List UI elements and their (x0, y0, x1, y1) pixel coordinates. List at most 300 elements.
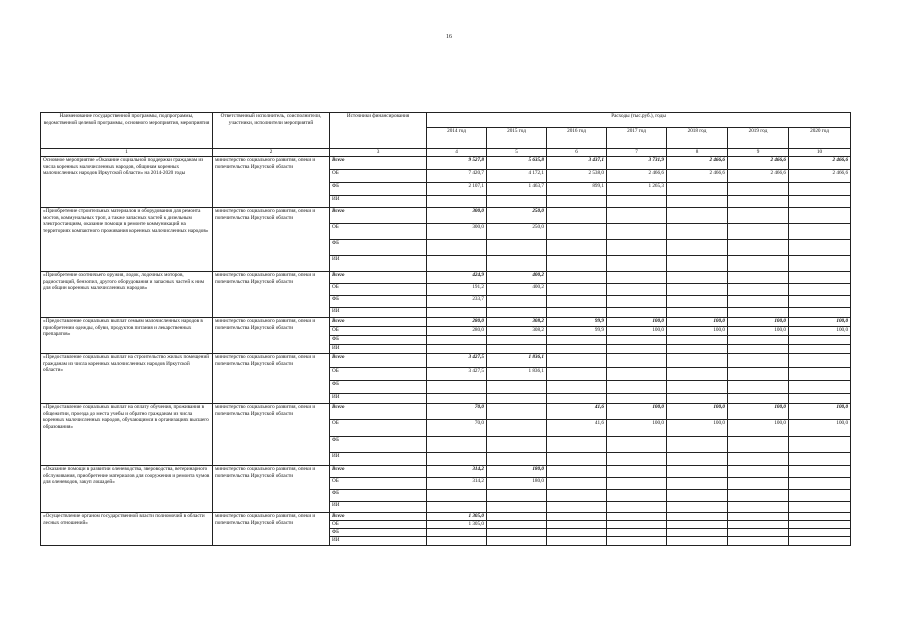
expense-value (728, 345, 789, 354)
expense-value (487, 537, 547, 546)
expense-value: 100,0 (789, 404, 851, 420)
expense-value (547, 296, 607, 308)
expense-value: 70,0 (427, 404, 487, 420)
expense-value (789, 224, 851, 240)
funding-source: ОБ (330, 170, 427, 183)
column-numbers-row (41, 149, 851, 157)
expense-value (789, 336, 851, 345)
funding-source: ИИ (330, 345, 427, 354)
column-number: 1 (41, 149, 213, 157)
expense-value (547, 208, 607, 224)
funding-source: ОБ (330, 284, 427, 296)
expense-value (789, 537, 851, 546)
page-number: 16 (446, 34, 452, 40)
expense-value (789, 368, 851, 381)
expense-value (607, 284, 667, 296)
expense-value (789, 529, 851, 537)
funding-source: Всего (330, 354, 427, 368)
expense-value (427, 502, 487, 513)
expense-value (667, 256, 728, 272)
expense-value: 424,9 (427, 272, 487, 284)
expense-value: 100,0 (789, 318, 851, 327)
table-row (41, 404, 851, 420)
funding-source: Всего (330, 318, 427, 327)
measure-name: Основное мероприятие «Оказание социальной поддержки гражданам из числа коренных малочисленных народов, общинам коренных малочисленных народов Иркутской области» на 2014-2020 годы (41, 157, 213, 208)
funding-source: ИИ (330, 308, 427, 318)
expense-value (547, 272, 607, 284)
header-year: 2015 год (487, 128, 547, 149)
expense-value (728, 368, 789, 381)
responsible-executor: министерство социального развития, опеки и попечительства Иркутской области (213, 354, 330, 404)
expense-value: 250,0 (487, 208, 547, 224)
expense-value (789, 437, 851, 453)
expense-value (487, 490, 547, 502)
column-number: 9 (728, 149, 789, 157)
expense-value (607, 490, 667, 502)
expense-value: 9 527,8 (427, 157, 487, 170)
responsible-executor: министерство социального развития, опеки и попечительства Иркутской области (213, 404, 330, 466)
expense-value: 100,0 (667, 404, 728, 420)
expense-value (607, 394, 667, 404)
expense-value (607, 196, 667, 208)
expense-value (607, 368, 667, 381)
table-row (41, 466, 851, 478)
expense-value: 100,0 (728, 327, 789, 336)
expense-value (728, 502, 789, 513)
expense-value: 100,0 (667, 327, 728, 336)
funding-source: ИИ (330, 537, 427, 546)
expense-value (667, 478, 728, 490)
expense-value (607, 208, 667, 224)
responsible-executor: министерство социального развития, опеки и попечительства Иркутской области (213, 513, 330, 546)
expense-value: 7 420,7 (427, 170, 487, 183)
expense-value (427, 453, 487, 466)
expense-value (789, 513, 851, 521)
expense-value (607, 478, 667, 490)
expense-value: 100,0 (607, 318, 667, 327)
expense-value (728, 521, 789, 529)
expense-value (547, 437, 607, 453)
expense-value: 3 427,5 (427, 368, 487, 381)
expense-value (728, 513, 789, 521)
expense-value (667, 466, 728, 478)
expense-value: 2 538,0 (547, 170, 607, 183)
expense-value (789, 453, 851, 466)
expense-value (547, 537, 607, 546)
expense-value (427, 381, 487, 394)
expense-value (487, 521, 547, 529)
expense-value: 4 172,1 (487, 170, 547, 183)
expense-value (547, 453, 607, 466)
expense-value (487, 308, 547, 318)
expense-value (789, 521, 851, 529)
expense-value (667, 537, 728, 546)
expense-value (667, 453, 728, 466)
header-name: Наименование государственной программы, подпрограммы, ведомственной целевой программы, основного мероприятия, мероприятия (41, 113, 213, 149)
expense-value (547, 381, 607, 394)
expense-value: 100,0 (728, 318, 789, 327)
expense-value (667, 490, 728, 502)
expense-value (547, 308, 607, 318)
measure-name: «Приобретение охотничьего оружия, лодок, лодочных моторов, радиостанций, бензопил, другого оборудования и запасных частей к ним для общин коренных малочисленных народов» (41, 272, 213, 318)
expense-value: 1 305,0 (427, 513, 487, 521)
expense-value: 100,0 (607, 327, 667, 336)
expense-value (427, 308, 487, 318)
expense-value (427, 196, 487, 208)
column-number: 4 (427, 149, 487, 157)
expense-value (607, 240, 667, 256)
expense-value (547, 521, 607, 529)
funding-source: ФБ (330, 183, 427, 196)
expense-value (728, 284, 789, 296)
measure-name: «Оказание помощи в развитии оленеводства, звероводства, ветеринарного обслуживания, приобретение материалов для сооружения и ремонта чумов для оленеводов, закуп лошадей» (41, 466, 213, 513)
expense-value: 300,0 (427, 208, 487, 224)
funding-source: Всего (330, 513, 427, 521)
expense-value (728, 437, 789, 453)
header-year: 2016 год (547, 128, 607, 149)
expense-value: 308,2 (487, 327, 547, 336)
expense-value (728, 196, 789, 208)
expense-value (728, 240, 789, 256)
column-number: 10 (789, 149, 851, 157)
expense-value: 250,0 (487, 224, 547, 240)
expense-value (667, 336, 728, 345)
expense-value (667, 521, 728, 529)
expense-value (728, 224, 789, 240)
expense-value: 70,0 (427, 420, 487, 437)
expense-value: 100,0 (789, 327, 851, 336)
expense-value (547, 466, 607, 478)
expense-value (607, 466, 667, 478)
expense-value (667, 296, 728, 308)
expense-value (547, 224, 607, 240)
expense-value (487, 196, 547, 208)
expense-value (547, 478, 607, 490)
expense-value (667, 513, 728, 521)
expense-value (607, 529, 667, 537)
expense-value (547, 529, 607, 537)
expense-value (789, 345, 851, 354)
funding-source: ОБ (330, 368, 427, 381)
expense-value (789, 196, 851, 208)
funding-source: ФБ (330, 336, 427, 345)
expense-value (487, 437, 547, 453)
expense-value (728, 466, 789, 478)
expense-value (667, 183, 728, 196)
column-number: 7 (607, 149, 667, 157)
expense-value: 100,0 (607, 420, 667, 437)
expense-value (547, 345, 607, 354)
expense-value: 1 265,3 (607, 183, 667, 196)
expense-value (607, 453, 667, 466)
responsible-executor: министерство социального развития, опеки и попечительства Иркутской области (213, 208, 330, 272)
expense-value (487, 256, 547, 272)
expense-value (427, 336, 487, 345)
expense-value (607, 354, 667, 368)
expense-value: 100,0 (728, 420, 789, 437)
measure-name: «Предоставление социальных выплат семьям малочисленных народов в приобретении одежды, обуви, продуктов питания и лекарственных препаратов» (41, 318, 213, 354)
measure-name: «Осуществление органом государственной власти полномочий в области лесных отношений» (41, 513, 213, 546)
funding-source: ИИ (330, 256, 427, 272)
expense-value (728, 490, 789, 502)
expense-value (789, 240, 851, 256)
expense-value (487, 336, 547, 345)
column-number: 8 (667, 149, 728, 157)
expense-value: 314,2 (427, 478, 487, 490)
measure-name: «Предоставление социальных выплат на строительство жилых помещений гражданам из числа коренных малочисленных народов Иркутской области» (41, 354, 213, 404)
expense-value: 5 635,8 (487, 157, 547, 170)
expense-value: 308,2 (487, 318, 547, 327)
budget-table (40, 112, 851, 546)
expense-value: 99,9 (547, 318, 607, 327)
expense-value: 180,0 (487, 466, 547, 478)
funding-source: ИИ (330, 453, 427, 466)
table-row (41, 513, 851, 521)
expense-value: 300,0 (427, 224, 487, 240)
expense-value (728, 354, 789, 368)
expense-value: 180,0 (487, 478, 547, 490)
column-number: 2 (213, 149, 330, 157)
table-row (41, 318, 851, 327)
funding-source: Всего (330, 404, 427, 420)
expense-value (789, 284, 851, 296)
expense-value (427, 529, 487, 537)
expense-value (607, 272, 667, 284)
funding-source: ИИ (330, 502, 427, 513)
expense-value (547, 336, 607, 345)
expense-value: 2 107,1 (427, 183, 487, 196)
funding-source: ОБ (330, 224, 427, 240)
expense-value (547, 240, 607, 256)
expense-value (607, 296, 667, 308)
funding-source: ОБ (330, 478, 427, 490)
responsible-executor: министерство социального развития, опеки и попечительства Иркутской области (213, 272, 330, 318)
expense-value: 2 466,6 (667, 157, 728, 170)
expense-value (728, 272, 789, 284)
header-year: 2014 год (427, 128, 487, 149)
expense-value: 3 731,9 (607, 157, 667, 170)
funding-source: Всего (330, 157, 427, 170)
expense-value (728, 381, 789, 394)
expense-value (427, 437, 487, 453)
expense-value (728, 308, 789, 318)
funding-source: Всего (330, 466, 427, 478)
expense-value (607, 513, 667, 521)
expense-value: 41,6 (547, 404, 607, 420)
expense-value (487, 420, 547, 437)
expense-value: 41,6 (547, 420, 607, 437)
responsible-executor: министерство социального развития, опеки и попечительства Иркутской области (213, 157, 330, 208)
expense-value (487, 296, 547, 308)
expense-value (789, 354, 851, 368)
expense-value (547, 256, 607, 272)
funding-source: ФБ (330, 437, 427, 453)
expense-value (607, 437, 667, 453)
expense-value: 2 466,6 (728, 157, 789, 170)
expense-value: 314,2 (427, 466, 487, 478)
expense-value (728, 537, 789, 546)
expense-value (728, 336, 789, 345)
expense-value (607, 502, 667, 513)
expense-value: 2 466,6 (728, 170, 789, 183)
expense-value (667, 394, 728, 404)
expense-value: 280,0 (427, 318, 487, 327)
expense-value (607, 224, 667, 240)
expense-value (667, 381, 728, 394)
expense-value: 233,7 (427, 296, 487, 308)
expense-value (487, 394, 547, 404)
expense-value: 280,0 (427, 327, 487, 336)
expense-value: 1 305,0 (427, 521, 487, 529)
header-responsible: Ответственный исполнитель, соисполнители, участники, исполнители мероприятий (213, 113, 330, 149)
header-year: 2017 год (607, 128, 667, 149)
expense-value: 100,0 (667, 318, 728, 327)
expense-value (607, 521, 667, 529)
funding-source: ОБ (330, 327, 427, 336)
expense-value (607, 336, 667, 345)
column-number: 6 (547, 149, 607, 157)
expense-value (789, 308, 851, 318)
header-sources: Источники финансирования (330, 113, 427, 149)
expense-value (607, 308, 667, 318)
funding-source: ОБ (330, 521, 427, 529)
expense-value (547, 284, 607, 296)
expense-value (728, 453, 789, 466)
table-row (41, 272, 851, 284)
header-year: 2018 год (667, 128, 728, 149)
measure-name: «Предоставление социальных выплат на оплату обучения, проживания в общежитии, проезда до места учебы и обратно гражданам из числа коренных малочисленных народов, обучающимся в организациях высшего образования» (41, 404, 213, 466)
table-row (41, 157, 851, 170)
expense-value: 1 463,7 (487, 183, 547, 196)
expense-value (487, 513, 547, 521)
expense-value (728, 296, 789, 308)
expense-value (789, 296, 851, 308)
expense-value (667, 502, 728, 513)
expense-value: 400,2 (487, 284, 547, 296)
expense-value (607, 537, 667, 546)
table-body (41, 157, 851, 546)
expense-value (728, 478, 789, 490)
funding-source: Всего (330, 272, 427, 284)
expense-value (427, 240, 487, 256)
expense-value (547, 354, 607, 368)
expense-value (789, 394, 851, 404)
expense-value (728, 183, 789, 196)
expense-value: 100,0 (728, 404, 789, 420)
expense-value: 3 437,1 (547, 157, 607, 170)
expense-value (728, 529, 789, 537)
funding-source: ИИ (330, 394, 427, 404)
measure-name: «Приобретение строительных материалов и оборудования для ремонта мостов, коммунальных троп, а также запасных частей к дизельным электростанциям, оказание помощи в ремонте коммуникаций на территориях компактного проживания коренных малочисленных народов» (41, 208, 213, 272)
expense-value (667, 208, 728, 224)
funding-source: ФБ (330, 240, 427, 256)
expense-value (789, 502, 851, 513)
expense-value (667, 354, 728, 368)
expense-value (547, 368, 607, 381)
expense-value (427, 394, 487, 404)
expense-value (789, 272, 851, 284)
funding-source: ФБ (330, 296, 427, 308)
expense-value (789, 256, 851, 272)
expense-value: 400,2 (487, 272, 547, 284)
expense-value (667, 529, 728, 537)
header-expenses: Расходы (тыс.руб.), годы (427, 113, 851, 128)
funding-source: Всего (330, 208, 427, 224)
expense-value (547, 513, 607, 521)
expense-value (667, 224, 728, 240)
header-year: 2019 год (728, 128, 789, 149)
responsible-executor: министерство социального развития, опеки и попечительства Иркутской области (213, 318, 330, 354)
expense-value (789, 183, 851, 196)
expense-value (728, 256, 789, 272)
expense-value: 2 466,6 (607, 170, 667, 183)
column-number: 5 (487, 149, 547, 157)
expense-value (547, 394, 607, 404)
column-number: 3 (330, 149, 427, 157)
funding-source: ФБ (330, 381, 427, 394)
funding-source: ФБ (330, 529, 427, 537)
responsible-executor: министерство социального развития, опеки и попечительства Иркутской области (213, 466, 330, 513)
expense-value (487, 453, 547, 466)
expense-value (487, 404, 547, 420)
expense-value (487, 381, 547, 394)
expense-value (607, 381, 667, 394)
expense-value (789, 381, 851, 394)
expense-value (789, 490, 851, 502)
expense-value (728, 208, 789, 224)
expense-value (487, 345, 547, 354)
expense-value: 2 466,6 (789, 157, 851, 170)
expense-value (547, 502, 607, 513)
expense-value (667, 308, 728, 318)
expense-value (667, 345, 728, 354)
expense-value (667, 240, 728, 256)
funding-source: ИИ (330, 196, 427, 208)
expense-value (667, 437, 728, 453)
expense-value (607, 345, 667, 354)
funding-source: ОБ (330, 420, 427, 437)
expense-value: 2 466,6 (789, 170, 851, 183)
expense-value (487, 502, 547, 513)
expense-value (607, 256, 667, 272)
expense-value: 99,9 (547, 327, 607, 336)
expense-value (789, 208, 851, 224)
expense-value (789, 466, 851, 478)
expense-value: 1 836,1 (487, 368, 547, 381)
expense-value: 191,2 (427, 284, 487, 296)
expense-value (728, 394, 789, 404)
expense-value (487, 240, 547, 256)
expense-value (427, 256, 487, 272)
header-year: 2020 год (789, 128, 851, 149)
expense-value (789, 478, 851, 490)
expense-value (547, 196, 607, 208)
funding-source: ФБ (330, 490, 427, 502)
expense-value (667, 196, 728, 208)
expense-value: 2 466,6 (667, 170, 728, 183)
table-row (41, 208, 851, 224)
expense-value: 3 427,5 (427, 354, 487, 368)
expense-value (427, 345, 487, 354)
expense-value: 1 836,1 (487, 354, 547, 368)
expense-value (547, 490, 607, 502)
expense-value (667, 272, 728, 284)
expense-value: 100,0 (607, 404, 667, 420)
expense-value (667, 368, 728, 381)
header-row (41, 113, 851, 128)
expense-value: 899,1 (547, 183, 607, 196)
table-row (41, 354, 851, 368)
